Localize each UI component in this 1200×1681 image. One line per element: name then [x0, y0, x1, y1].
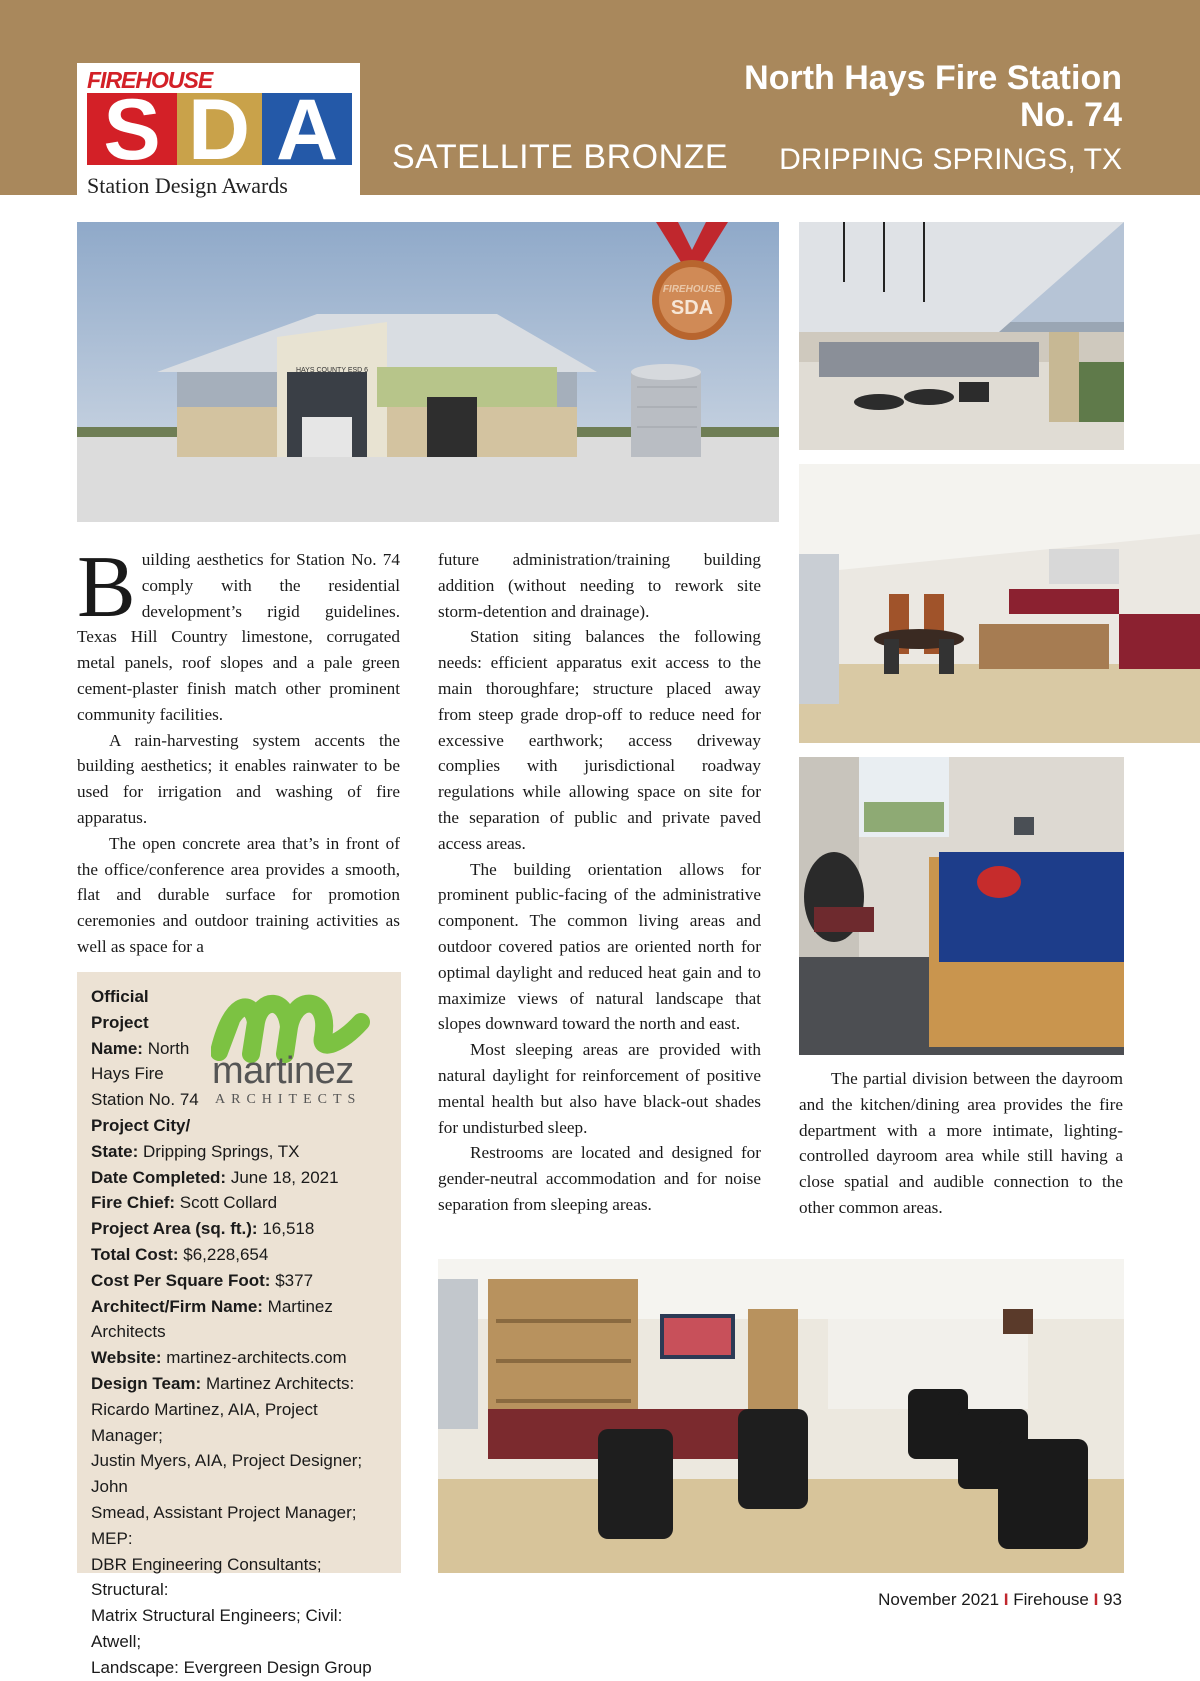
paragraph: Building aesthetics for Station No. 74 comply with the residential development’s rigid guidelines. Texas Hill Country limestone, corrugated metal panels, roof slopes and a pale green cement-plaster finish match other prominent community facilities. — [77, 539, 400, 724]
martinez-logo-name: martinez — [212, 1050, 354, 1092]
article-column-2 — [438, 547, 761, 1218]
logo-caption: Station Design Awards — [87, 173, 288, 198]
sda-logo — [77, 63, 360, 198]
footer-date: November 2021 — [878, 1590, 1000, 1609]
page-number: 93 — [1103, 1590, 1122, 1609]
paragraph: Most sleeping areas are provided with natural daylight for reinforcement of positive mental health but also have black-out shades for undisturbed sleep. — [438, 1040, 761, 1137]
exterior-sign: HAYS COUNTY ESD 6 — [295, 367, 369, 374]
kitchen-photo — [799, 464, 1200, 743]
page-footer — [878, 1590, 1122, 1610]
award-level: SATELLITE BRONZE — [392, 138, 729, 176]
article-column-1 — [77, 539, 400, 960]
drop-cap: B — [77, 539, 136, 636]
footer-publication: Firehouse — [1013, 1590, 1089, 1609]
medal-top-text: FIREHOUSE — [662, 284, 722, 295]
paragraph: The open concrete area that’s in front of the office/conference area provides a smooth, flat and durable surface for promotion ceremonies and outdoor training activities as well as space for a — [77, 833, 400, 956]
martinez-logo-sub: ARCHITECTS — [215, 1092, 362, 1107]
website-link[interactable]: martinez-architects.com — [166, 1348, 347, 1368]
title-line-1: North Hays Fire Station — [744, 59, 1122, 97]
paragraph: The partial division between the dayroom and the kitchen/dining area provides the fire department with a more intimate, lighting-controlled dayroom area while still having a close spatial and audible connection to the other common areas. — [799, 1069, 1123, 1217]
footer-separator: I — [1003, 1590, 1009, 1609]
footer-separator: I — [1093, 1590, 1099, 1609]
title-line-2: No. 74 — [1019, 96, 1122, 134]
patio-photo — [799, 222, 1124, 450]
bedroom-photo — [799, 757, 1124, 1055]
svg-text:A: A — [275, 93, 339, 165]
fact-list: Official Project Name: North Hays Fire Station No. 74 Project City/ State: Dripping Springs, TX Date Completed: June 18, 2021 Fire Chief: Scott Collard Project Area (sq. ft.): 16,518 Total Cost: $6,228,654 Cost Per Square Foot: $377 Architect/Firm Name: Martinez Architects Website: martinez-architects.com Design Team: Martinez Architects: Ricardo Martinez, AIA, Project Manager; Justin Myers, AIA, Project Designer; John Smead, Assistant Project Manager; MEP: DBR Engineering Consultants; Structural: Matrix Structural Engineers; Civil: Atwell; Landscape: Evergreen Design Group — [91, 987, 372, 1677]
paragraph: A rain-harvesting system accents the building aesthetics; it enables rainwater to be used for irrigation and washing of fire apparatus. — [77, 730, 400, 827]
paragraph: Station siting balances the following needs: efficient apparatus exit access to the main thoroughfare; structure placed away from steep grade drop-off to reduce need for excessive earthwork; access driveway complies with jurisdictional roadway regulations while allowing space on site for the separation of public and private paved access areas. — [438, 627, 761, 853]
medal-letters: SDA — [670, 297, 714, 319]
paragraph: Restrooms are located and designed for gender-neutral accommodation and for noise separation from sleeping areas. — [438, 1143, 761, 1214]
project-fact-box — [77, 972, 401, 1677]
article-column-3 — [799, 1066, 1123, 1221]
paragraph: future administration/training building addition (without needing to rework site storm-detention and drainage). — [438, 550, 761, 621]
page-title — [702, 60, 1122, 134]
dayroom-photo — [438, 1259, 1124, 1573]
paragraph: The building orientation allows for prominent public-facing of the administrative component. The common living areas and outdoor covered patios are oriented north for optimal daylight and reduced heat gain and to maximize views of natural landscape that slopes downward toward the north and east. — [438, 859, 761, 1034]
bronze-medal-icon — [642, 222, 742, 342]
svg-text:D: D — [187, 93, 251, 165]
svg-text:S: S — [103, 93, 161, 165]
logo-firehouse-text: FIREHOUSE — [87, 67, 213, 93]
location: DRIPPING SPRINGS, TX — [779, 143, 1122, 176]
sda-letters-icon — [87, 93, 352, 165]
